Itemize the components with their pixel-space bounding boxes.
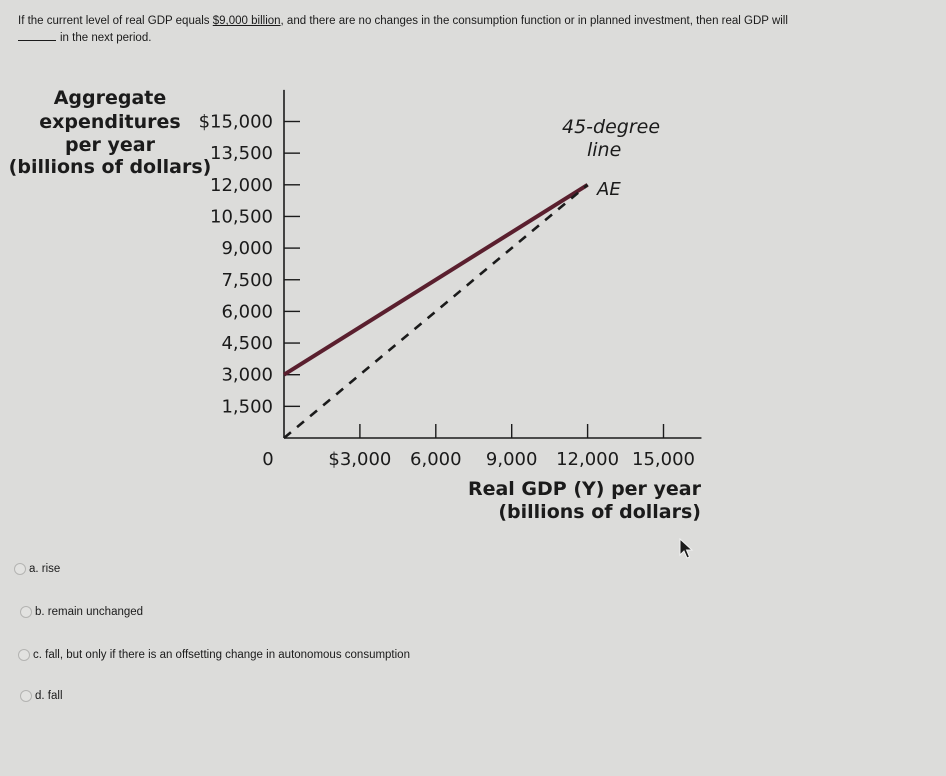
x-axis-title xyxy=(468,478,702,523)
answer-c-letter: c. xyxy=(33,649,42,661)
y-tick-label: 1,500 xyxy=(221,396,273,418)
y-tick-label: 10,500 xyxy=(210,206,273,228)
answer-b-text: remain unchanged xyxy=(47,606,144,618)
y-axis-title-line: (billions of dollars) xyxy=(8,156,212,178)
y-axis-title-line: expenditures xyxy=(39,111,181,133)
y-tick-label: 9,000 xyxy=(221,238,273,260)
origin-label: 0 xyxy=(262,449,274,470)
x-tick-label: 9,000 xyxy=(485,449,538,470)
y-tick-label: 12,000 xyxy=(210,174,273,196)
y-tick-label: 13,500 xyxy=(210,143,273,165)
radio-c[interactable] xyxy=(18,649,30,661)
ae-line xyxy=(284,185,588,375)
y-axis-title-line: per year xyxy=(65,134,155,156)
question-text-line2: in the next period. xyxy=(60,32,152,44)
answer-d-text: fall xyxy=(47,690,63,702)
x-axis-title-line: Real GDP (Y) per year xyxy=(467,478,701,500)
y-tick-label: 3,000 xyxy=(221,364,273,386)
answer-option-a[interactable] xyxy=(14,563,60,575)
answer-a-letter: a. xyxy=(29,563,39,575)
y-tick-label: $15,000 xyxy=(198,111,273,133)
answer-c-text: fall, but only if there is an offsetting change in autonomous consumption xyxy=(45,649,410,661)
answer-b-letter: b. xyxy=(35,606,45,618)
forty-five-degree-label-line2: line xyxy=(587,139,622,161)
radio-a[interactable] xyxy=(14,563,26,575)
question-text-after: , and there are no changes in the consumption function or in planned investment, then real GDP will xyxy=(280,15,788,27)
answer-option-c[interactable] xyxy=(18,649,410,661)
x-tick-label: 15,000 xyxy=(632,449,695,470)
answer-a-text: rise xyxy=(41,563,61,575)
y-axis-title xyxy=(9,87,212,178)
x-axis-title-line: (billions of dollars) xyxy=(498,501,701,523)
question-text-before: If the current level of real GDP equals xyxy=(18,15,210,27)
y-tick-label: 4,500 xyxy=(221,333,273,355)
x-axis-ticks xyxy=(328,424,695,470)
answer-option-d[interactable] xyxy=(20,690,63,702)
answer-option-b[interactable] xyxy=(20,606,143,618)
answer-d-letter: d. xyxy=(35,690,45,702)
forty-five-degree-label-line1: 45-degree xyxy=(562,116,661,138)
x-tick-label: $3,000 xyxy=(328,449,392,470)
radio-d[interactable] xyxy=(20,690,32,702)
x-tick-label: 6,000 xyxy=(410,449,462,470)
y-axis-title-line: Aggregate xyxy=(53,87,167,109)
ae-label: AE xyxy=(597,179,621,200)
forty-five-degree-line xyxy=(284,185,588,438)
question-amount: $9,000 billion xyxy=(212,15,281,27)
x-tick-label: 12,000 xyxy=(556,449,620,470)
chart-series xyxy=(284,185,588,438)
y-tick-label: 7,500 xyxy=(221,269,273,291)
radio-b[interactable] xyxy=(20,606,32,618)
y-tick-label: 6,000 xyxy=(221,301,273,323)
arrow-pointer-icon xyxy=(678,538,694,560)
